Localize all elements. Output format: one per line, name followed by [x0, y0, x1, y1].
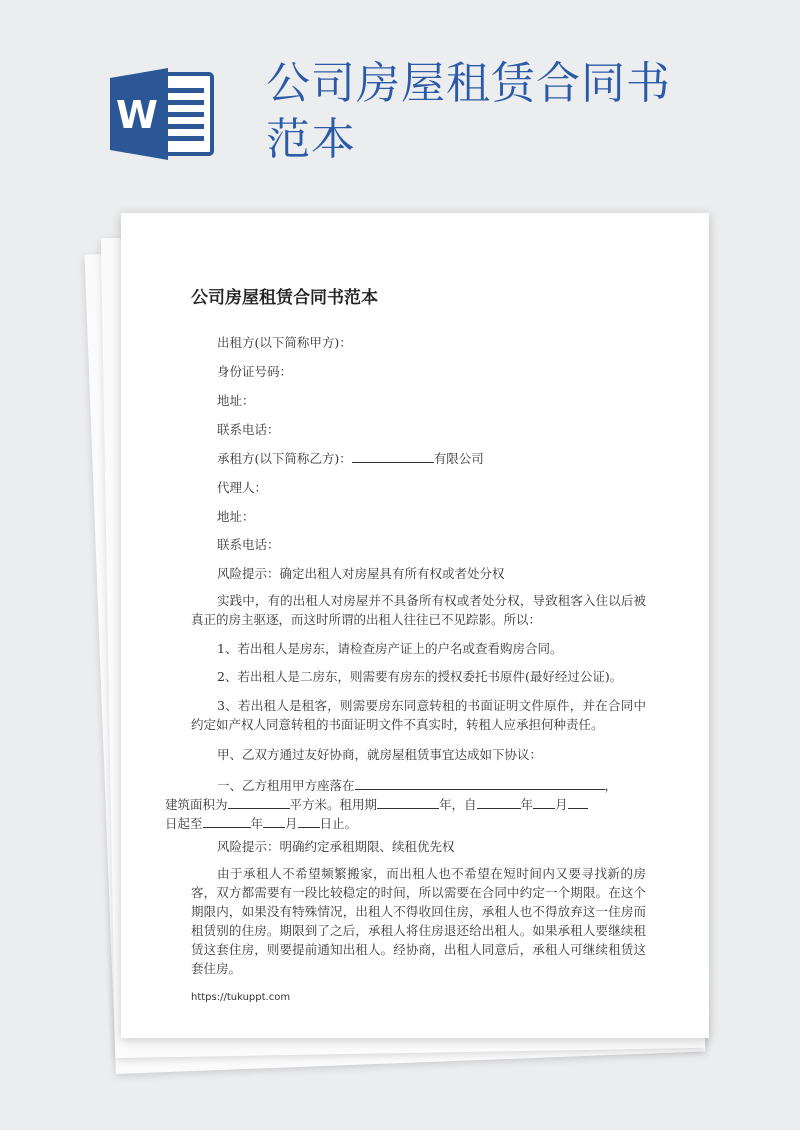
lessee-line: [217, 449, 484, 467]
clause-text: 一、乙方租用甲方座落在: [217, 778, 355, 793]
address-line: 地址：: [217, 393, 255, 408]
clause-text: 日止。: [319, 816, 358, 831]
clause-text: 年: [520, 797, 534, 812]
blank-field: [568, 796, 588, 809]
clause-text: 年: [250, 816, 264, 831]
clause-1: [165, 776, 646, 833]
lessee-label: 承租方(以下简称乙方)：: [217, 451, 352, 466]
footer-link[interactable]: https://tukuppt.com: [191, 992, 291, 1003]
agent-line: 代理人：: [217, 480, 268, 495]
id-number-line: 身份证号码：: [217, 364, 293, 379]
clause-text: 建筑面积为: [165, 797, 228, 812]
list-item-3: 3、若出租人是租客，则需要房东同意转租的书面证明文件原件，并在合同中约定如产权人同意转租的书面证明文件不真实时，转租人应承担何种责任。: [191, 698, 646, 732]
paragraph-1: 实践中，有的出租人对房屋并不具备所有权或者处分权，导致租客入住以后被真正的房主驱逐，而这时所谓的出租人往往已不见踪影。所以：: [191, 593, 646, 627]
blank-field: [263, 815, 285, 828]
address-line-2: 地址：: [217, 509, 255, 524]
clause-text: 平方米。租用期: [289, 797, 378, 812]
document-title: 公司房屋租赁合同书范本: [191, 288, 378, 308]
risk-tip-2: 风险提示：明确约定承租期限、续租优先权: [217, 839, 455, 854]
clause-text: 月: [555, 797, 568, 812]
blank-field: [352, 450, 434, 463]
blank-field: [298, 815, 320, 828]
risk-tip-1: 风险提示：确定出租人对房屋具有所有权或者处分权: [217, 566, 505, 581]
paragraph-3: 由于承租人不希望频繁搬家，而出租人也不希望在短时间内又要寻找新的房客，双方都需要有一段比较稳定的时间，所以需要在合同中约定一个期限。在这个期限内，如果没有特殊情况，出租人不得收回住房，承租人也不得放弃这一住房而租赁别的住房。期限到了之后，承租人将住房退还给出租人。如果承租人要继续租赁这套住房，则要提前通知出租人。经协商，出租人同意后，承租人可继续租赁这套住房。: [191, 866, 646, 976]
document-page: [121, 213, 709, 1038]
blank-field: [228, 796, 290, 809]
blank-field: [203, 815, 251, 828]
clause-text: 年，自: [439, 797, 477, 812]
clause-text: 日起至: [165, 816, 203, 831]
blank-field: [355, 777, 605, 790]
blank-field: [377, 796, 439, 809]
blank-field: [533, 796, 555, 809]
list-item-2: 2、若出租人是二房东，则需要有房东的授权委托书原件(最好经过公证)。: [217, 669, 623, 684]
paragraph-2: 甲、乙双方通过友好协商，就房屋租赁事宜达成如下协议：: [217, 747, 543, 762]
word-icon: [110, 68, 216, 160]
clause-text: ，: [604, 778, 618, 793]
page-title: 公司房屋租赁合同书范本: [266, 58, 671, 165]
word-logo-letter: W: [116, 93, 158, 137]
list-item-1: 1、若出租人是房东，请检查房产证上的户名或查看购房合同。: [217, 641, 563, 656]
lessor-line: 出租方(以下简称甲方)：: [217, 335, 352, 350]
blank-field: [477, 796, 521, 809]
phone-line-2: 联系电话：: [217, 537, 280, 552]
phone-line: 联系电话：: [217, 422, 280, 437]
lessee-suffix: 有限公司: [433, 451, 484, 466]
clause-text: 月: [285, 816, 298, 831]
header: [0, 0, 800, 200]
